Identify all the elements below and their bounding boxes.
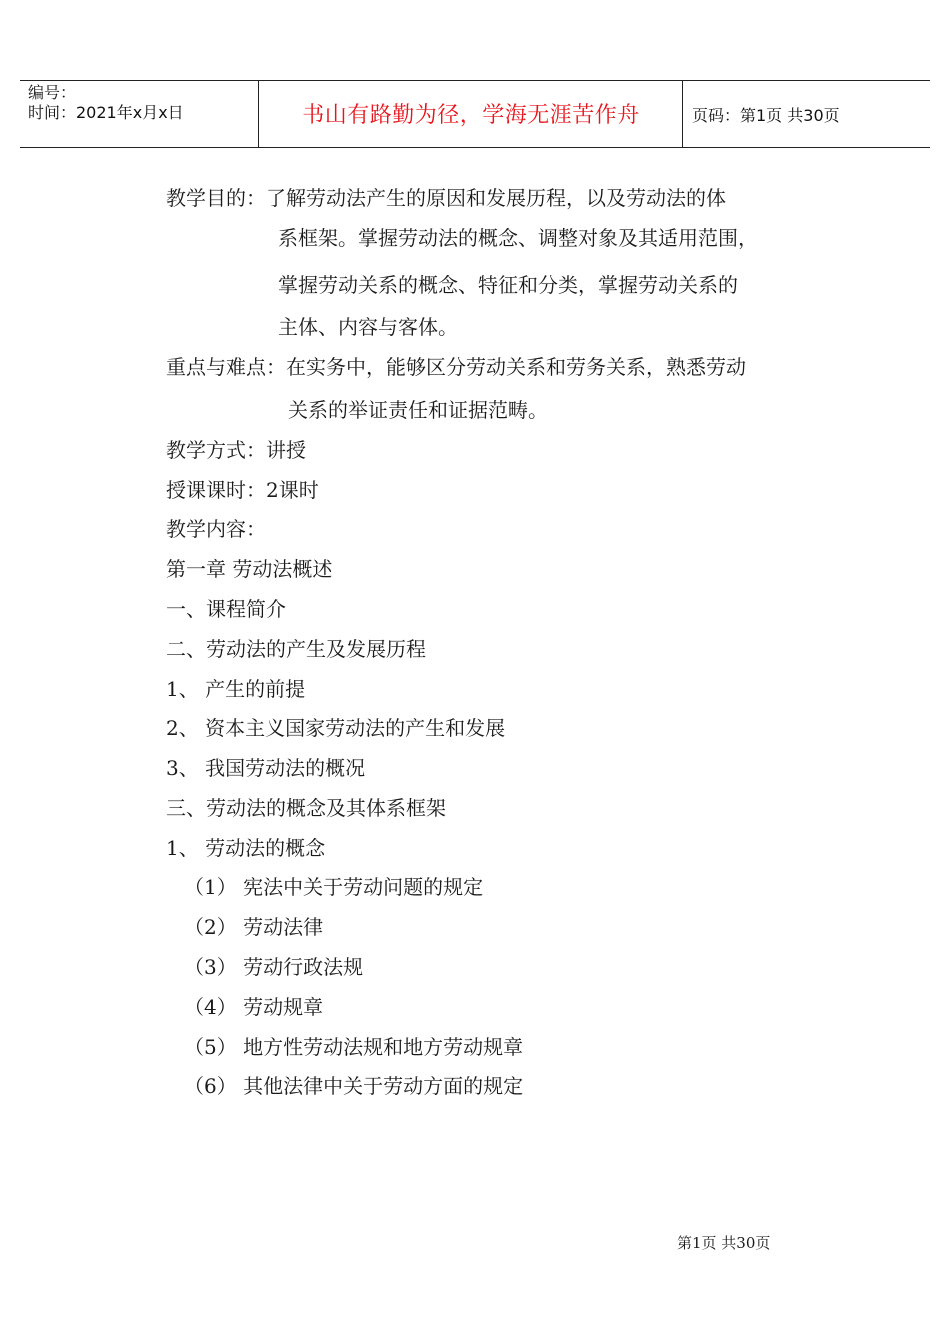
header-divider [682,81,683,147]
list-item: 1、 劳动法的概念 [166,836,326,860]
key-points-line-2: 关系的举证责任和证据范畴。 [288,398,548,422]
objective-line-1: 教学目的：了解劳动法产生的原因和发展历程，以及劳动法的体 [166,186,726,210]
objective-line-2: 系框架。掌握劳动法的概念、调整对象及其适用范围， [278,226,758,250]
teaching-method: 教学方式：讲授 [166,438,306,462]
objective-line-3: 掌握劳动关系的概念、特征和分类，掌握劳动关系的 [278,273,738,297]
header-divider [258,81,259,147]
sub-list-item: （2） 劳动法律 [184,915,324,939]
footer-page-label: 第1页 共30页 [677,1234,771,1252]
list-item: 3、 我国劳动法的概况 [166,756,366,780]
header-number-label: 编号： [28,83,77,102]
sub-list-item: （4） 劳动规章 [184,995,324,1019]
teaching-hours: 授课课时：2课时 [166,478,319,502]
sub-list-item: （6） 其他法律中关于劳动方面的规定 [184,1074,524,1098]
section-heading: 一、课程简介 [166,597,286,621]
header-meta [28,83,280,123]
section-heading: 二、劳动法的产生及发展历程 [166,637,426,661]
objective-line-4: 主体、内容与客体。 [278,315,458,339]
list-item: 1、 产生的前提 [166,677,306,701]
sub-list-item: （5） 地方性劳动法规和地方劳动规章 [184,1035,524,1059]
header-motto: 书山有路勤为径，学海无涯苦作舟 [302,103,640,128]
sub-list-item: （1） 宪法中关于劳动问题的规定 [184,875,484,899]
sub-list-item: （3） 劳动行政法规 [184,955,364,979]
content-label: 教学内容： [166,517,266,541]
chapter-title: 第一章 劳动法概述 [166,557,333,581]
key-points-line-1: 重点与难点：在实务中，能够区分劳动关系和劳务关系，熟悉劳动 [166,355,746,379]
section-heading: 三、劳动法的概念及其体系框架 [166,796,446,820]
list-item: 2、 资本主义国家劳动法的产生和发展 [166,716,506,740]
document-header [20,80,930,148]
header-page-label: 页码：第1页 共30页 [692,106,840,125]
header-date-label: 时间：2021年x月x日 [28,103,184,122]
